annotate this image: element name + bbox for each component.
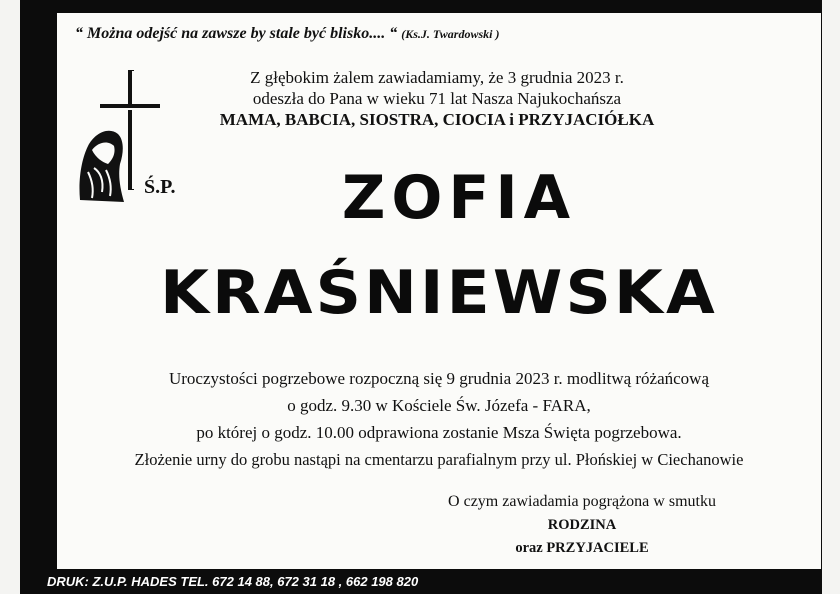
signature-notice: O czym zawiadamia pogrążona w smutku [448,493,716,510]
details-line-3: po której o godz. 10.00 odprawiona zostanie Msza Święta pogrzebowa. [196,423,682,442]
signature-friends: oraz PRZYJACIELE [515,540,649,556]
signature-family: RODZINA [547,517,617,533]
details-line-4: Złożenie urny do grobu nastąpi na cmentarzu parafialnym przy ul. Płońskiej w Ciechanowie [134,450,744,469]
last-name: KRAŚNIEWSKA [160,258,718,328]
signature-block [397,493,767,557]
relations-line: MAMA, BABCIA, SIOSTRA, CIOCIA i PRZYJACIÓŁKA [219,110,655,129]
announcement-intro [127,67,747,130]
quote [75,25,499,43]
printer-footer: DRUK: Z.U.P. HADES TEL. 672 14 88, 672 31 18 , 662 198 820 [47,574,419,589]
obituary-card [57,13,821,569]
sp-abbreviation: Ś.P. [144,176,176,198]
funeral-details [57,365,821,473]
black-border-frame [20,0,822,594]
first-name: ZOFIA [341,163,577,233]
quote-author: (Ks.J. Twardowski ) [401,27,500,41]
intro-line-2: odeszła do Pana w wieku 71 lat Nasza Najukochańsza [252,89,622,108]
intro-line-1: Z głębokim żalem zawiadamiamy, że 3 grudnia 2023 r. [250,68,624,87]
details-line-2: o godz. 9.30 w Kościele Św. Józefa - FARA, [287,396,591,415]
quote-text: “ Można odejść na zawsze by stale być blisko.... “ [75,25,398,42]
details-line-1: Uroczystości pogrzebowe rozpoczną się 9 grudnia 2023 r. modlitwą różańcową [168,369,710,388]
